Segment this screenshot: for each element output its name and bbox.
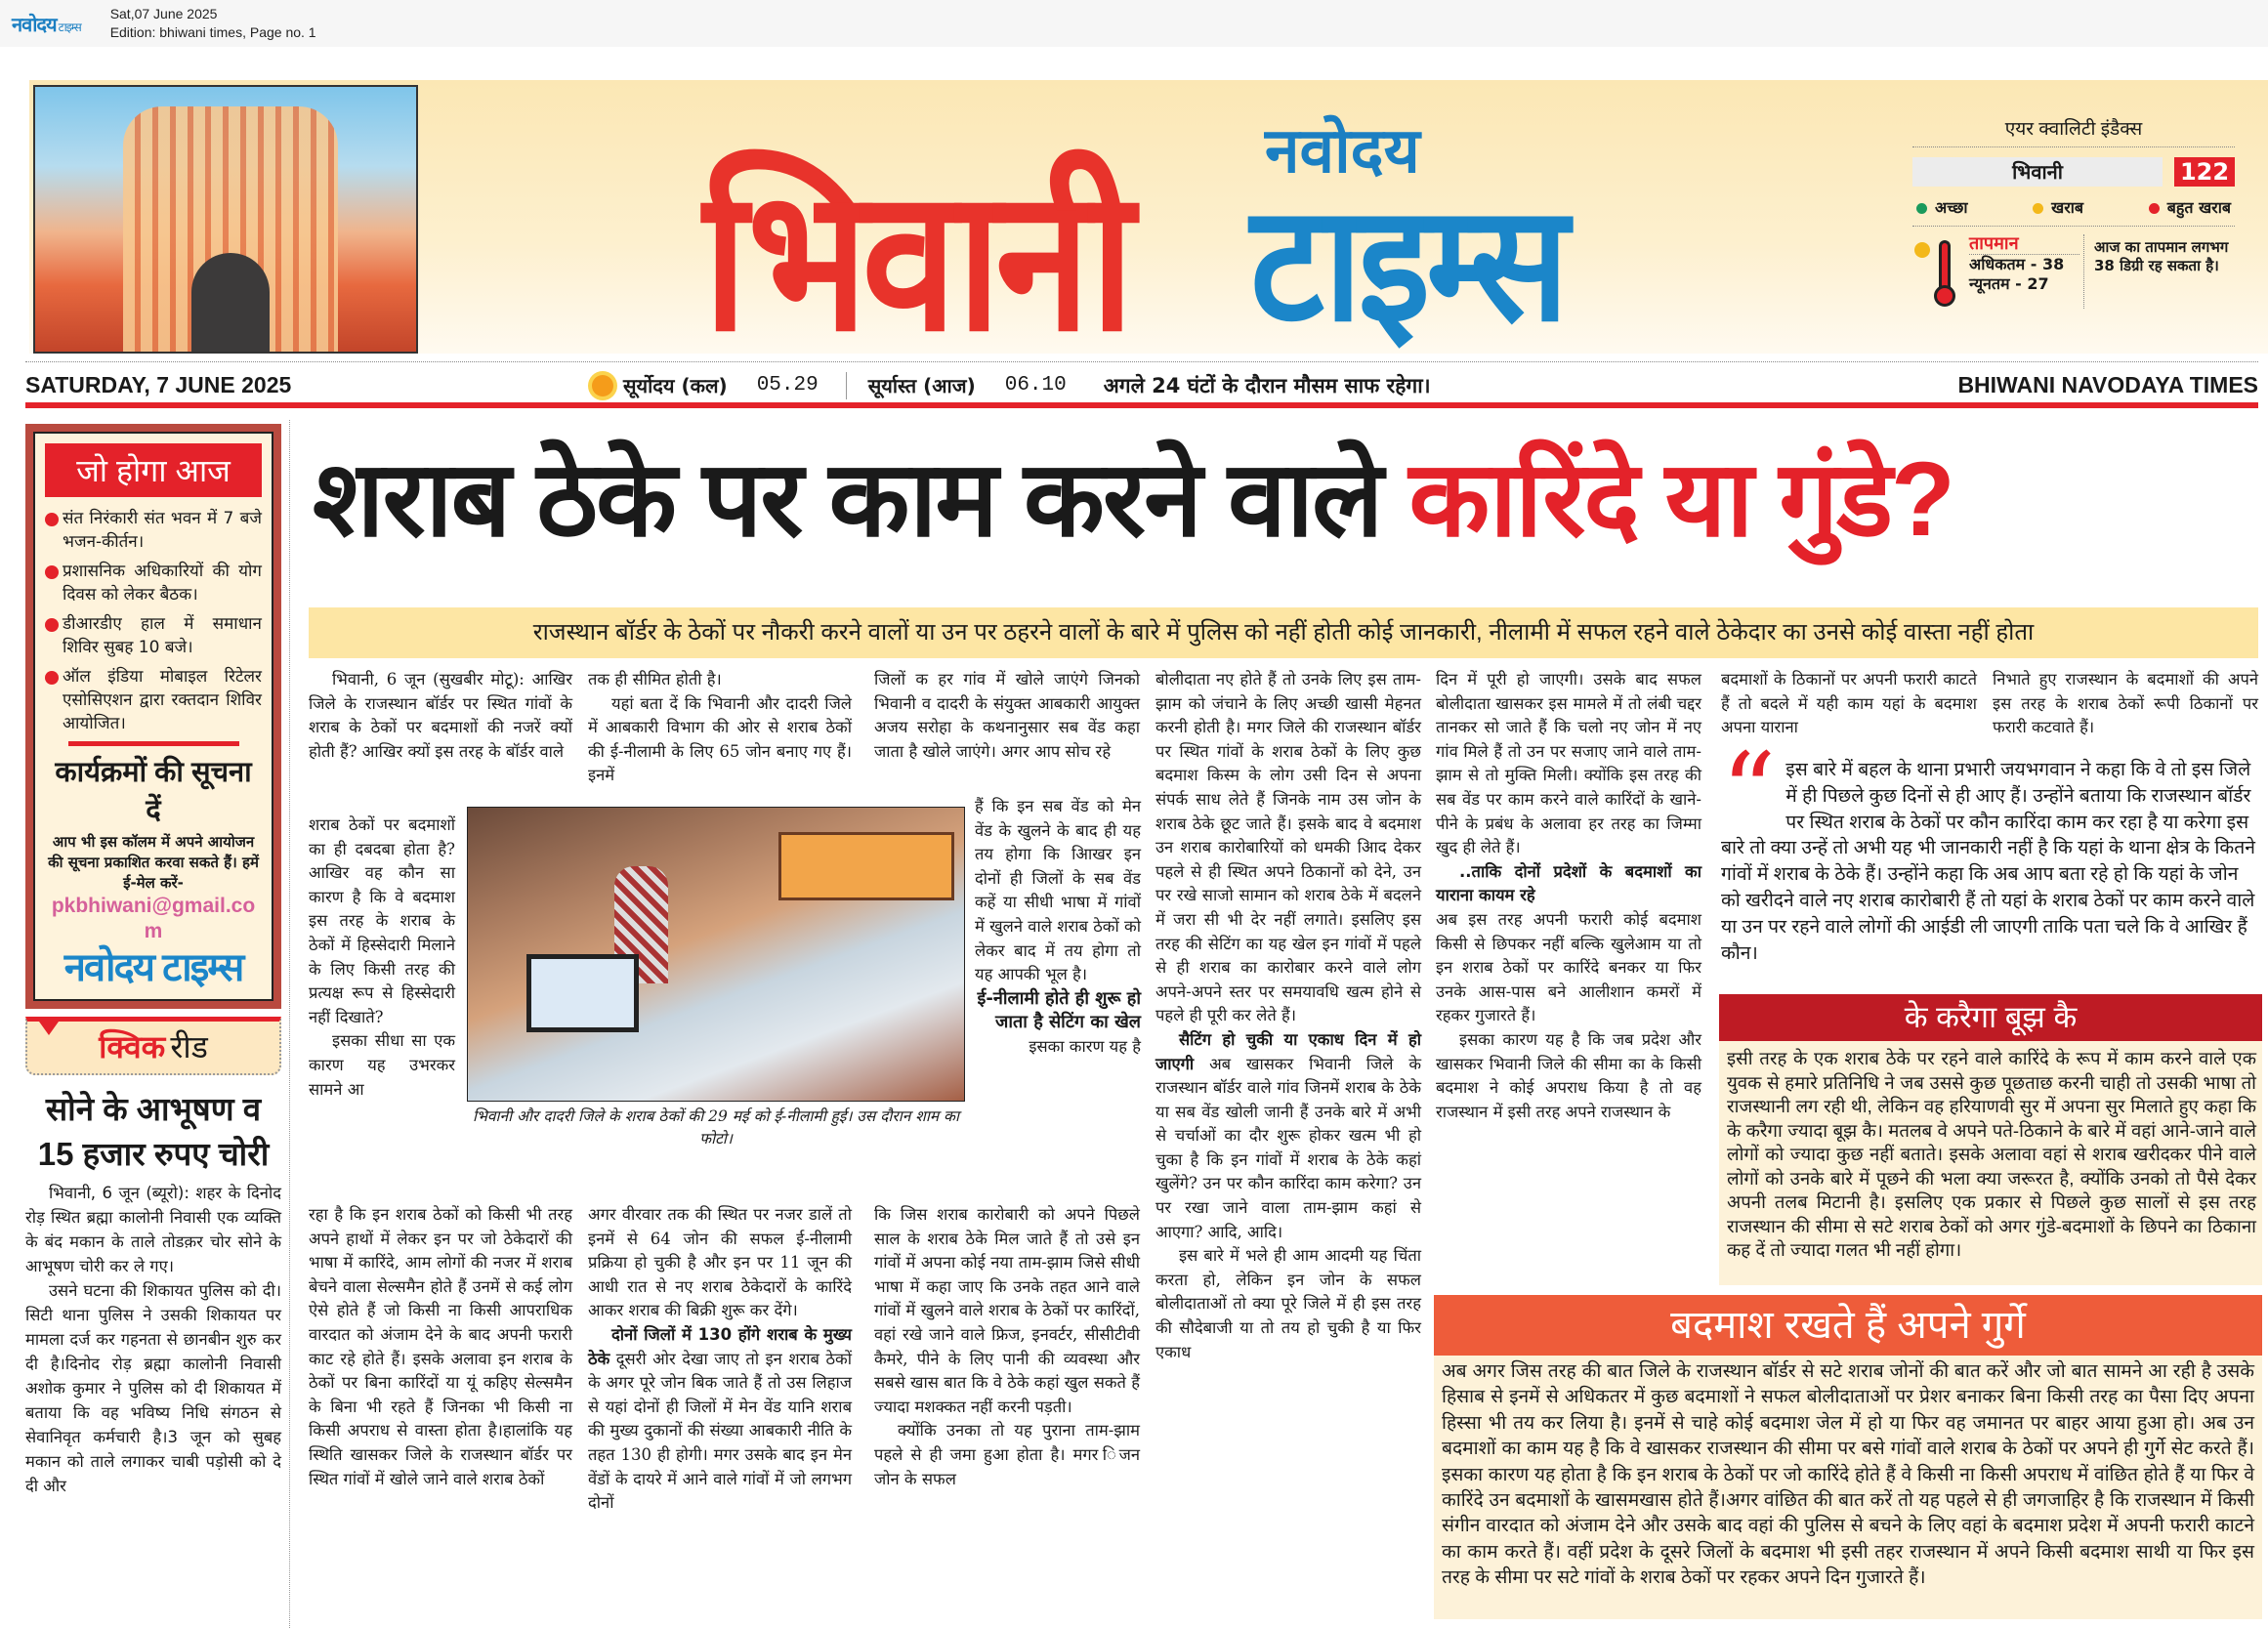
story-paragraph: अगर वीरवार तक की स्थित पर नजर डालें तो इनमें से 64 जोन की सफल ई-नीलामी प्रक्रिया हो चुकी है और इन पर 11 जून की आधी रात से नए शराब ठेकेदारों के कारिंदे आकर शराब की बिक्री शुरू कर देंगे।: [588, 1205, 852, 1320]
story-paragraph: यहां बता दें कि भिवानी और दादरी जिले में आबकारी विभाग की ओर से शराब ठेकों की ई-नीलामी के लिए 65 जोन बनाए गए हैं। इनमें: [588, 693, 852, 785]
red-dot-icon: [2149, 203, 2160, 214]
story-subheadline: राजस्थान बॉर्डर के ठेकों पर नौकरी करने वालों या उन पर ठहरने वालों के बारे में पुलिस को नहीं होती कोई जानकारी, नीलामी में सफल रहने वाले ठेकेदार का उनसे कोई वास्ता नहीं होता: [309, 607, 2258, 658]
divider: [846, 372, 847, 399]
story-paragraph: कि जिस शराब कारोबारी को अपने पिछले साल के शराब ठेके मिल जाते हैं तो उसे इन गांवों में अपना कोई नया ताम-झाम जिसे सीधी भाषा में कहा जाए कि उनके तहत आने वाले गांवों में खुलने वाले शराब के ठेकों पर कारिंदों, वहां रखे जाने वाले फ्रिज, इनवर्टर, सीसीटीवी कैमरे, पीने के लिए पानी की व्यवस्था और सबसे खास बात कि वे ठेके कहां खुल सकते हैं ज्यादा मशक्कत नहीं करनी पड़ती।: [874, 1205, 1140, 1416]
temperature-min: न्यूनतम - 27: [1969, 274, 2049, 293]
sunrise-time: 05.29: [756, 374, 819, 397]
story-paragraph: तक ही सीमित होती है।: [588, 670, 722, 689]
air-quality-widget: [1912, 107, 2235, 309]
issue-date: SATURDAY, 7 JUNE 2025: [25, 372, 292, 397]
edition-meta: [110, 5, 316, 42]
story-paragraph: अब इस तरह अपनी फरारी कोई बदमाश किसी से छिपकर नहीं बल्कि खुलेआम या तो इन शराब ठेकों पर कारिंदे बनकर या फिर उनके आस-पास बने आलीशान कमरों में रहकर गुजारते हैं।: [1436, 909, 1701, 1025]
story-column-3-narrow: [975, 795, 1141, 1060]
sunrise-icon: [592, 375, 613, 397]
aqi-legend-bad: [2033, 196, 2083, 218]
quote-text: इस बारे में बहल के थाना प्रभारी जयभगवान ने कहा कि वे तो इस जिले में ही पिछले कुछ दिनों से ही आए हैं। उन्होंने बताया कि राजस्थान बॉर्डर पर स्थित शराब के ठेकों पर कौन कारिंदा काम कर रहा है या करेगा इस बारे तो क्या उन्हें तो अभी यह भी जानकारी नहीं है कि यहां के थाना क्षेत्र के कितने गांवों में शराब के ठेके हैं। उन्होंने कहा कि अब आप बता रहे हो कि यहां के जोन को खरीदने वाले नए शराब कारोबारी हैं तो यहां के शराब ठेकों पर काम करने वाले या उन पर रहने वाले लोगों की आईडी ली जाएगी ताकि पता चले कि वे आखिर हैं कौन।: [1721, 760, 2255, 964]
aqi-legend-very-bad: [2149, 196, 2231, 218]
story-column-2-top: [588, 668, 852, 788]
quick-read-label-2: रीड: [170, 1029, 208, 1064]
story-column-4: [1155, 668, 1421, 1364]
green-dot-icon: [1916, 203, 1927, 214]
temperature-panel: [1912, 234, 2235, 309]
left-sidebar: [25, 424, 281, 1498]
photo-caption: भिवानी और दादरी जिले के शराब ठेकों की 29 मई को ई-नीलामी हुई। उस दौरान शाम का फोटो।: [473, 1107, 959, 1148]
temple-arch-shape: [191, 253, 270, 354]
story-paragraph: रहा है कि इन शराब ठेकों को किसी भी तरह अपने हाथों में लेकर इन पर जो ठेकेदारों की भाषा में कारिंदे, आम लोगों की नजर में शराब बेचने वाला सेल्समैन होते हैं उनमें से कई लोग ऐसे होते हैं जो किसी ना किसी आपराधिक वारदात को अंजाम देने के बाद अपनी फरारी काट रहे होते हैं। इसके अलावा इन शराब के ठेकों पर बिना कारिंदों या यूं कहिए सेल्समैन के बिना भी रहते हैं जिनका भी किसी ना किसी अपराध से वास्ता होता है।हालांकि यह स्थिति खासकर जिले के राजस्थान बॉर्डर पर स्थित गांवों में खोले जाने वाले शराब ठेकों: [309, 1205, 572, 1488]
story-paragraph: इस बारे में भले ही आम आदमी यह चिंता करता हो, लेकिन इन जोन के सफल बोलीदाताओं तो क्या पूरे जिले में ही इस तरह की सौदेबाजी या तो तय हो चुकी है या फिर एकाध: [1155, 1246, 1421, 1361]
brief-paragraph: भिवानी, 6 जून (ब्यूरो): शहर के दिनोद रोड़ स्थित ब्रह्मा कालोनी निवासी एक व्यक्ति के बंद मकान के ताले तोडक़र चोर सोने के आभूषण चोरी कर ले गए।: [25, 1184, 281, 1275]
thermometer-icon: [1912, 234, 1969, 309]
photo-banner-shape: [778, 832, 954, 900]
story-subhead: ई-नीलामी होते ही शुरू हो जाता है सेटिंग का खेल: [977, 987, 1141, 1033]
events-title: जो होगा आज: [45, 443, 262, 497]
box-text-ke-karega: इसी तरह के एक शराब ठेके पर रहने वाले कारिंदे के रूप में काम करने वाले एक युवक से हमारे प्रतिनिधि ने जब उससे कुछ पूछताछ करनी चाही तो उसकी भाषा तो राजस्थानी लग रही थी, लेकिन वह हरियाणवी सुर में अपना सुर मिलाते हुए कहा कि के करैगा ज्यादा बूझ कै। मतलब वे अपने पते-ठिकाने के बारे में वहां आने-जाने वाले लोगों को ज्यादा कुछ नहीं बताते। इसके अलावा वहां से शराब खरीदकर पीने वाले लोगों को उनके बारे में पूछने की भला क्या जरूरत है, क्योंकि उनको तो पैसे देकर अपनी तलब मिटानी है। इसलिए एक प्रकार से पिछले कुछ सालों से इस तरह राजस्थान की सीमा से सटे शराब ठेकों को अगर गुंडे-बदमाशों के छिपने का ठिकाना कह दें तो ज्यादा गलत भी नहीं होगा।: [1719, 1041, 2262, 1285]
edition-date: Sat,07 June 2025: [109, 6, 218, 21]
paper-name: BHIWANI NAVODAYA TIMES: [1957, 372, 2258, 397]
story-paragraph: दूसरी ओर देखा जाए तो इन शराब ठेकों के अगर पूरे जोन बिक जाते हैं तो उस लिहाज से यहां दोनों ही जिलों में मेन वेंड यानि शराब की मुख्य दुकानों की संख्या आबकारी नीति के तहत 130 ही होगी। मगर उसके बाद इन मेन वेंडों के दायरे में आने वाले गांवों में जो लगभग दोनों: [588, 1349, 852, 1513]
story-paragraph: बोलीदाता नए होते हैं तो उनके लिए इस ताम-झाम को जंचाने के लिए अच्छी खासी मेहनत करनी होती है। मगर जिले की राजस्थान बॉर्डर पर स्थित गांवों के शराब ठेकों के लिए कुछ बदमाश किस्म के लोग उसी दिन से अपना संपर्क साध लेते हैं जिनके नाम उस जोन के शराब ठेके छूट जाते हैं। इसके बाद वे बदमाश उन शराब कारोबारियों को धमकी आिद देकर पहले से ही स्थित अपने ठिकानों को देने, उन पर रखे साजो सामान को शराब ठेके में बदलने में जरा सी भी देर नहीं लगाते। इसलिए इस तरह की सेटिंग का यह खेल इन गांवों में पहले से ही शराब का कारोबार करने वाले लोग अपने-अपने स्तर पर समयावधि खत्म होने से पहले ही पूरी कर लेते हैं।: [1155, 670, 1421, 1025]
events-list: [45, 507, 262, 735]
aqi-legend-good: [1916, 196, 1967, 218]
event-item: ऑल इंडिया मोबाइल रिटेलर एसोसिएशन द्वारा रक्तदान शिविर आयोजित।: [45, 665, 262, 735]
date-bar: [25, 361, 2258, 408]
nameplate-navodaya: नवोदय: [1265, 115, 1420, 186]
quick-read-banner: [25, 1017, 281, 1075]
story-column-3-bottom: [874, 1203, 1140, 1491]
box-text-badmash: अब अगर जिस तरह की बात जिले के राजस्थान बॉर्डर से सटे शराब जोनों की बात करें और जो बात सामने आ रही है उसके हिसाब से इनमें से अधिकतर में कुछ बदमाशों ने सफल बोलीदाताओं पर प्रेशर बनाकर बिना किसी तरह का पैसा दिए अपना हिस्सा भी तय कर लिया है। इनमें से चाहे कोई बदमाश जेल में हो या फिर वह जमानत पर बाहर आया हुआ हो। अब उन बदमाशों का काम यह है कि वे खासकर राजस्थान की सीमा पर बसे गांवों वाले शराब के ठेकों पर अपने ही गुर्गे सेट करते हैं। इसका कारण यह होता है कि इन शराब के ठेकों पर जो कारिंदे होते हैं वे किसी ना किसी अपराध में वांछित होते हैं या फिर वे कारिंदे उन बदमाशों के खासमखास होते हैं।अगर वांछित की बात करें तो यह पहले से ही जगजाहिर है कि राजस्थान में किसी संगीन वारदात को अंजाम देने और उसके बाद वहां की पुलिस से बचने के लिए वहां के बदमाश प्रदेश में अपनी फरारी काटने का काम करते हैं। वहीं प्रदेश के दूसरे जिलों के बदमाश भी इसी तहर राजस्थान में अपने किसी बदमाश साथी या फिर इस तरह के सीमा पर सटे गांवों के शराब ठेकों पर रहकर अपने दिन गुजारते हैं।: [1434, 1356, 2262, 1619]
story-column-3-top: [874, 668, 1140, 764]
headline-black-part: शराब ठेके पर काम करने वाले: [313, 439, 1382, 558]
story-paragraph: इसका सीधा सा एक कारण यह उभरकर सामने आ: [309, 1031, 455, 1099]
story-paragraph: शराब ठेकों पर बदमाशों का ही दबदबा होता है? आखिर वह कौन सा कारण है कि वे बदमाश इस तरह के शराब के ठेकों में हिस्सेदारी मिलाने के लिए किसी तरह की प्रत्यक्ष रूप से हिस्सेदारी नहीं दिखाते?: [309, 815, 455, 1026]
notice-text: आप भी इस कॉलम में अपने आयोजन की सूचना प्रकाशित करवा सकते हैं। हमें ई-मेल करें-: [48, 833, 259, 892]
column-divider: [289, 420, 290, 1628]
aqi-legend-label: अच्छा: [1935, 198, 1968, 217]
yellow-dot-icon: [2033, 203, 2043, 214]
sunset-time: 06.10: [1004, 374, 1067, 397]
temple-photo: [33, 85, 418, 354]
story-paragraph: इसका कारण यह है कि जब प्रदेश और खासकर भिवानी जिले की सीमा का के किसी बदमाश ने कोई अपराध किया है तो वह राजस्थान में इसी तरह अपने राजस्थान के: [1436, 1029, 1701, 1121]
triangle-marker-icon: [39, 1022, 59, 1035]
story-column-1-bottom: [309, 1203, 572, 1491]
event-item: डीआरडीए हाल में समाधान शिविर सुबह 10 बजे।: [45, 612, 262, 659]
aqi-legend-label: बहुत खराब: [2166, 198, 2231, 217]
events-box: [25, 424, 281, 1009]
red-rule: [68, 741, 239, 746]
temperature-max: अधिकतम - 38: [1969, 255, 2065, 273]
temperature-note: आज का तापमान लगभग 38 डिग्री रह सकता है।: [2094, 238, 2229, 274]
story-paragraph: भिवानी, 6 जून (सुखबीर मोटू): आखिर जिले के राजस्थान बॉर्डर पर स्थित गांवों के शराब के ठेकों पर बदमाशों की नजरें क्यों होती हैं? आखिर क्यों इस तरह के बॉर्डर वाले: [309, 670, 572, 761]
photo-monitor-shape: [526, 954, 639, 1032]
event-item: संत निरंकारी संत भवन में 7 बजे भजन-कीर्तन।: [45, 507, 262, 554]
story-paragraph: इसका कारण यह है: [1029, 1036, 1141, 1056]
sunrise-label: सूर्योदय (कल): [623, 374, 728, 397]
story-paragraph: अब खासकर भिवानी जिले के राजस्थान बॉर्डर वाले गांव जिनमें शराब के ठेके या सब वेंड खोली जानी हैं उनके बारे में अभी से चर्चाओं का दौर शुरू होकर खत्म भी हो चुका है कि इन गांवों में शराब के ठेके कहां खुलेंगे? उन पर कौन कारिंदा काम करेगा? उन पर रखा जाने वाला ताम-झाम कहां से आएगा? आदि, आदि।: [1155, 1054, 1421, 1241]
story-paragraph: हैं कि इन सब वेंड को मेन वेंड के खुलने के बाद ही यह तय होगा कि आिखर इन दोनों ही जिलों के सब वेंड कहें या सीधी भाषा में गांवों में खुलने वाले शराब ठेकों को लेकर बाद में तय होगा तो यह आपकी भूल है।: [975, 797, 1141, 984]
quick-read-label-1: क्विक: [99, 1029, 166, 1064]
story-paragraph: दिन में पूरी हो जाएगी। उसके बाद सफल बोलीदाता खासकर इस मामले में तो लंबी चद्दर तानकर सो जाते हैं कि चलो नए जोन में नए गांव मिले हैं तो उन पर सजाए जाने वाले ताम-झाम से तो मुक्ति मिली। क्योंकि इस तरह की सब वेंड पर काम करने वाले कारिंदों के खाने-पीने के प्रबंध के अलावा हर तरह का जिम्मा खुद ही लेते हैं।: [1436, 670, 1701, 857]
nameplate-times: टाइम्स: [1250, 173, 1566, 354]
sun-icon: [1914, 242, 1930, 258]
viewer-header: [0, 0, 2268, 47]
viewer-logo-text: नवोदय: [12, 12, 57, 36]
aqi-title: एयर क्वालिटी इंडैक्स: [1912, 107, 2235, 147]
story-subhead: ..ताकि दोनों प्रदेशों के बदमाशों का याराना कायम रहे: [1436, 861, 1701, 905]
main-headline[interactable]: [313, 436, 2256, 563]
aqi-legend: [1912, 187, 2235, 227]
brief-headline[interactable]: सोने के आभूषण व 15 हजार रुपए चोरी: [37, 1091, 270, 1172]
viewer-logo-small: टाइम्स: [58, 20, 81, 34]
story-column-1-narrow: [309, 814, 455, 1102]
event-item: प्रशासनिक अधिकारियों की योग दिवस को लेकर बैठक।: [45, 560, 262, 606]
story-subhead: सैटिंग हो चुकी या एकाध दिन में हो जाएगी: [1155, 1029, 1421, 1073]
temperature-label: तापमान: [1969, 234, 2079, 255]
story-paragraph: निभाते हुए राजस्थान के बदमाशों की अपने इस तरह के शराब ठेकों रूपी ठिकानों पर फरारी कटवाते हैं।: [1993, 670, 2258, 737]
notice-title: कार्यक्रमों की सूचना दें: [55, 757, 252, 826]
story-column-5: [1436, 668, 1701, 1124]
auction-photo[interactable]: [467, 807, 965, 1102]
story-column-2-bottom: [588, 1203, 852, 1516]
story-paragraph: क्योंकि उनका तो यह पुराना ताम-झाम पहले से ही जमा हुआ होता है। मगर िजन जोन के सफल: [874, 1421, 1140, 1488]
story-subhead: दोनों जिलों में 130 होंगे शराब के मुख्य ठेके: [588, 1324, 852, 1368]
quote-mark-icon: “: [1721, 730, 1777, 855]
viewer-logo[interactable]: [12, 11, 81, 37]
contact-email-link[interactable]: pkbhiwani@gmail.com: [51, 895, 256, 942]
aqi-legend-label: खराब: [2051, 198, 2084, 217]
story-paragraph: जिलों क हर गांव में खोले जाएंगे जिनको भिवानी व दादरी के संयुक्त आबकारी आयुक्त अजय सरोहा के कथनानुसार सब वेंड कहा जाता है खोले जाएंगे। अगर आप सोच रहे: [874, 670, 1140, 761]
story-column-7: [1993, 668, 2258, 740]
headline-red-part: कारिंदे या गुंडे?: [1408, 439, 1953, 558]
navodaya-times-logo: नवोदय टाइम्स: [63, 946, 243, 989]
aqi-city: भिवानी: [1912, 157, 2163, 187]
nameplate-bhiwani: भिवानी: [703, 151, 1129, 371]
police-quote: [1721, 730, 2258, 967]
story-column-1-top: [309, 668, 572, 764]
aqi-value: 122: [2174, 157, 2235, 187]
sunset-label: सूर्यास्त (आज): [867, 374, 976, 397]
weather-forecast: अगले 24 घंटों के दौरान मौसम साफ रहेगा।: [1103, 373, 1431, 397]
edition-info: Edition: bhiwani times, Page no. 1: [109, 24, 316, 40]
box-title-badmash: बदमाश रखते हैं अपने गुर्गे: [1434, 1295, 2262, 1356]
box-title-ke-karega: के करैगा बूझ कै: [1719, 994, 2262, 1041]
story-paragraph: बदमाशों के ठिकानों पर अपनी फरारी काटते हैं तो बदले में यही काम यहां के बदमाश अपना याराना: [1721, 670, 1977, 737]
brief-paragraph: उसने घटना की शिकायत पुलिस को दी। सिटी थाना पुलिस ने उसकी शिकायत पर मामला दर्ज कर गहनता से छानबीन शुरु कर दी है।दिनोद रोड़ ब्रह्मा कालोनी निवासी अशोक कुमार ने पुलिस को दी शिकायत में बताया कि वह भविष्य निधि संगठन से सेवानिवृत कर्मचारी है।3 जून को सुबह मकान को ताले लगाकर चाबी पड़ोसी को दे दी और: [25, 1281, 281, 1495]
brief-article: [25, 1087, 281, 1498]
